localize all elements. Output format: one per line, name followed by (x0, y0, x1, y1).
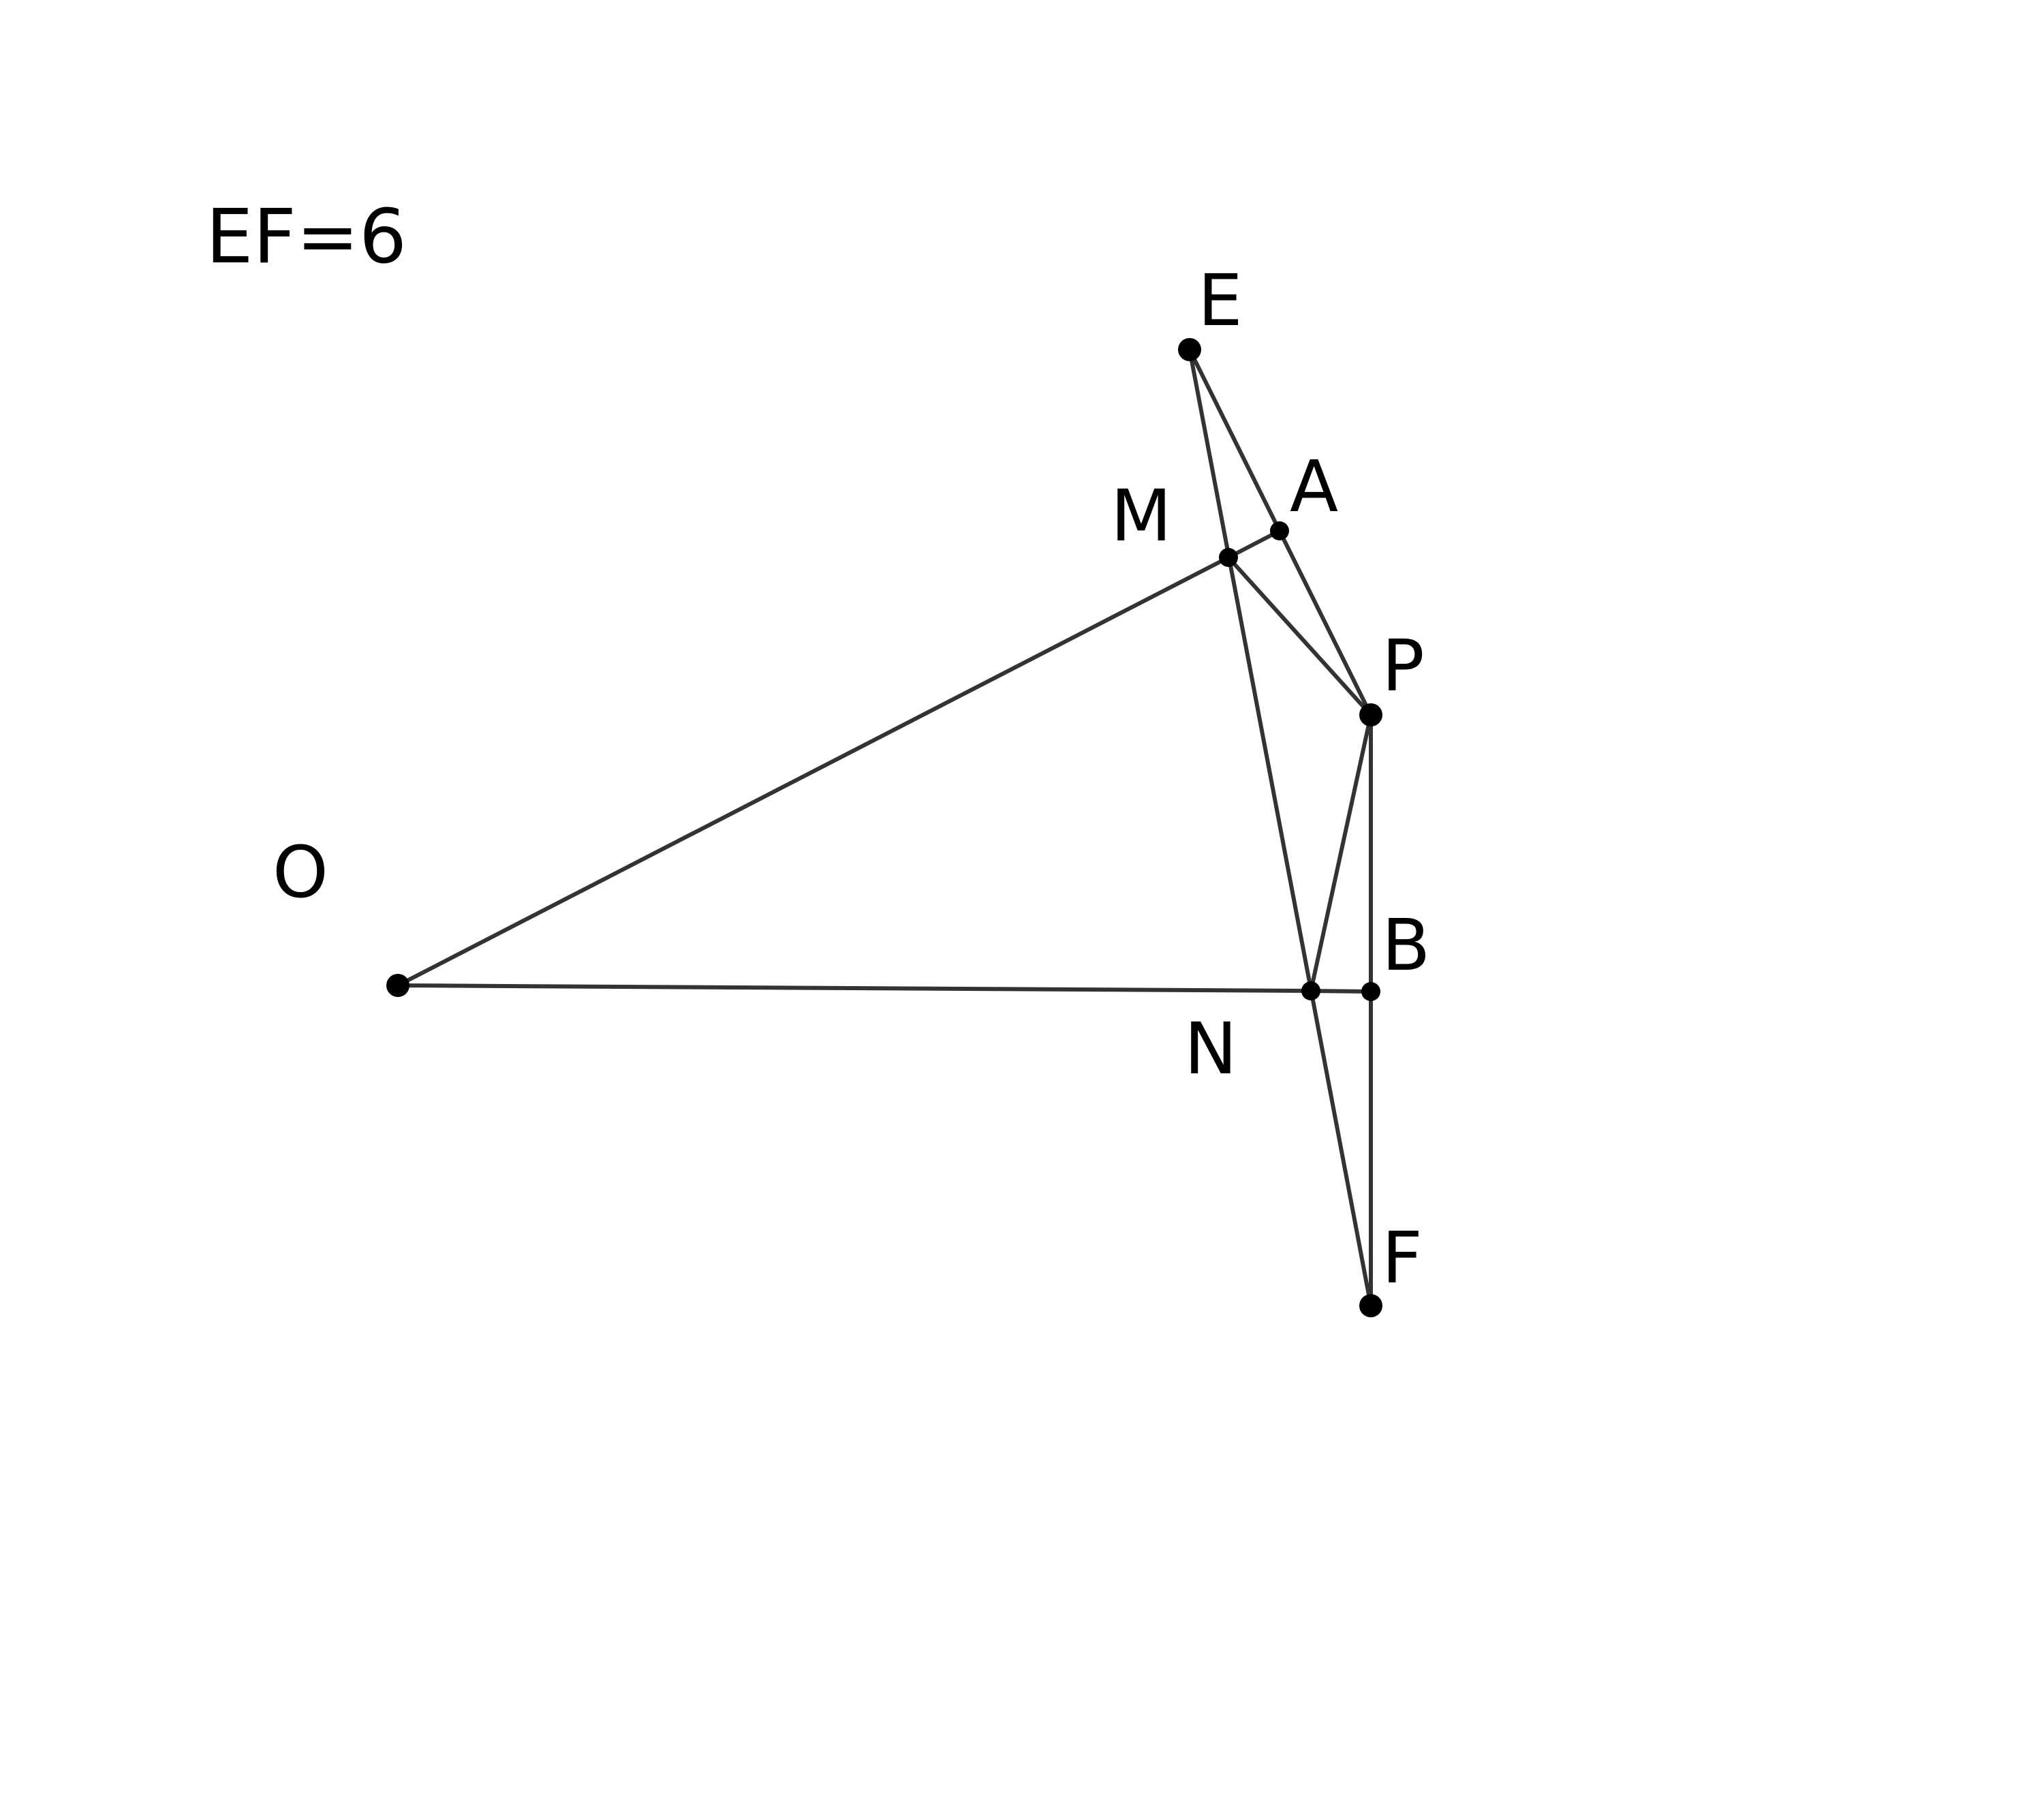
segment-pn (1311, 715, 1371, 991)
label-b: B (1382, 904, 1431, 987)
point-n (1301, 981, 1320, 1000)
segment-ea (1190, 350, 1280, 531)
point-m (1219, 548, 1238, 567)
label-f: F (1382, 1216, 1423, 1300)
segment-ef (1190, 350, 1371, 1306)
segment-ap (1280, 531, 1371, 715)
segment-on (398, 985, 1311, 991)
label-n: N (1184, 1007, 1237, 1090)
point-f (1359, 1294, 1382, 1317)
point-o (386, 974, 409, 997)
label-e: E (1198, 259, 1243, 342)
ef-annotation: EF=6 (206, 193, 407, 280)
point-a (1270, 521, 1289, 540)
label-p: P (1382, 624, 1425, 707)
point-b (1361, 982, 1380, 1001)
segment-mp (1228, 557, 1371, 715)
label-a: A (1290, 445, 1339, 528)
label-m: M (1111, 474, 1172, 557)
segment-om (398, 557, 1228, 985)
point-p (1359, 703, 1382, 726)
label-o: O (273, 831, 328, 914)
